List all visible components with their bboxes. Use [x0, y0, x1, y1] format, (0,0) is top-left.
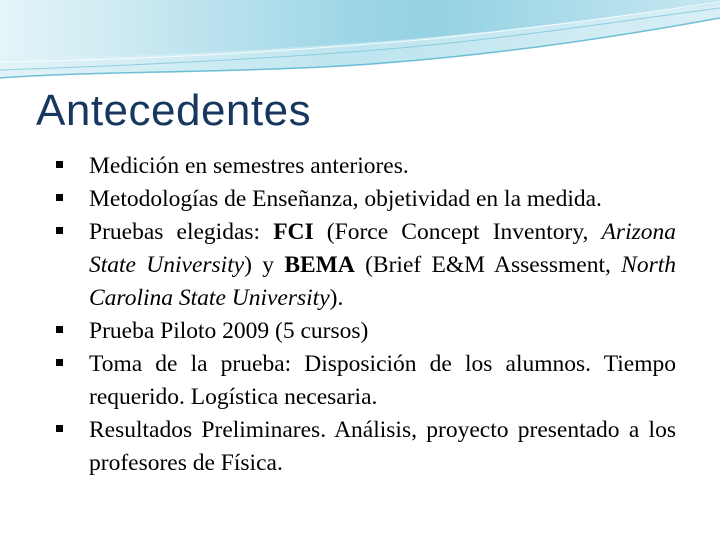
list-item-text: Metodologías de Enseñanza, objetividad en la medida.	[89, 186, 602, 212]
list-item-text: Toma de la prueba: Disposición de los alumnos. Tiempo requerido. Logística necesaria.	[89, 351, 676, 410]
square-bullet-icon	[56, 326, 63, 333]
square-bullet-icon	[56, 425, 63, 432]
university-name: Arizona State University	[89, 219, 676, 278]
list-item-text: Resultados Preliminares. Análisis, proyecto presentado a los profesores de Física.	[89, 417, 676, 476]
square-bullet-icon	[56, 227, 63, 234]
bullet-list	[56, 150, 676, 480]
list-item	[56, 348, 676, 414]
slide-title: Antecedentes	[36, 86, 312, 135]
list-item	[56, 315, 676, 348]
square-bullet-icon	[56, 161, 63, 168]
list-item-text: Medición en semestres anteriores.	[89, 153, 409, 179]
square-bullet-icon	[56, 359, 63, 366]
list-item	[56, 414, 676, 480]
university-name: North Carolina State University	[89, 252, 676, 311]
list-item-text: Pruebas elegidas: FCI (Force Concept Inventory, Arizona State University) y BEMA (Brief E&M Assessment, North Carolina State University).	[89, 219, 676, 311]
list-item	[56, 183, 676, 216]
list-item	[56, 150, 676, 183]
square-bullet-icon	[56, 194, 63, 201]
list-item	[56, 216, 676, 315]
list-item-text: Prueba Piloto 2009 (5 cursos)	[89, 318, 369, 344]
fci-label: FCI	[273, 219, 314, 245]
bema-label: BEMA	[284, 252, 355, 278]
